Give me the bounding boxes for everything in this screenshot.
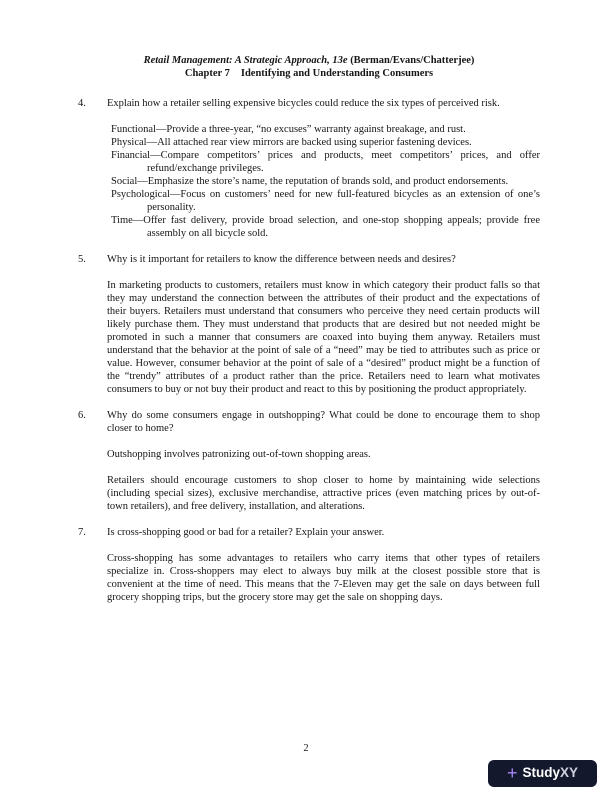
answer-item-physical: Physical—All attached rear view mirrors are backed using superior fastening devices. bbox=[111, 137, 472, 148]
book-title: Retail Management: A Strategic Approach, 13e bbox=[143, 55, 348, 66]
question-row bbox=[78, 526, 540, 539]
brand-name-primary: Study bbox=[522, 765, 560, 780]
chapter-heading bbox=[78, 67, 540, 80]
question-text: Why is it important for retailers to know the difference between needs and desires? bbox=[107, 254, 456, 265]
answer-item-financial: Financial—Compare competitors’ prices and products, meet competitors’ prices, and offer refund/exchange privileges. bbox=[111, 150, 540, 174]
document-header bbox=[78, 54, 540, 80]
answer-paragraph: Retailers should encourage customers to shop closer to home by maintaining wide selections (including special sizes), exclusive merchandise, attractive prices (even matching prices by out-of-town retailers), and free delivery, installation, and alterations. bbox=[107, 475, 540, 512]
answer-paragraph: Outshopping involves patronizing out-of-town shopping areas. bbox=[107, 449, 371, 460]
question-block-4 bbox=[78, 97, 540, 240]
page-number: 2 bbox=[303, 743, 309, 754]
chapter-title: Identifying and Understanding Consumers bbox=[240, 68, 434, 79]
studyxy-badge[interactable] bbox=[488, 760, 597, 787]
question-number: 7. bbox=[78, 527, 86, 538]
question-number: 5. bbox=[78, 254, 86, 265]
answer-item-psychological: Psychological—Focus on customers’ need for new full-featured bicycles as an extension of one’s personality. bbox=[111, 189, 540, 213]
chapter-number: Chapter 7 bbox=[184, 68, 230, 79]
plus-icon: + bbox=[506, 762, 518, 783]
question-text: Is cross-shopping good or bad for a retailer? Explain your answer. bbox=[107, 527, 385, 538]
answer-item-time: Time—Offer fast delivery, provide broad selection, and one-stop shopping appeals; provide free assembly on all bicycle sold. bbox=[111, 215, 540, 239]
answer-item-functional: Functional—Provide a three-year, “no excuses” warranty against breakage, and rust. bbox=[111, 124, 466, 135]
answer-paragraph: Cross-shopping has some advantages to retailers who carry items that other types of retailers specialize in. Cross-shoppers may elect to always buy milk at the closest possible store that is convenient at the time of need. This means that the 7-Eleven may get the sale on days between full grocery shopping trips, but the grocery store may get the sale on shopping days. bbox=[107, 553, 540, 603]
question-number: 6. bbox=[78, 410, 86, 421]
question-row bbox=[78, 253, 540, 266]
question-row bbox=[78, 97, 540, 110]
authors: (Berman/Evans/Chatterjee) bbox=[347, 55, 475, 66]
question-block-6 bbox=[78, 409, 540, 513]
question-row bbox=[78, 409, 540, 435]
question-text: Why do some consumers engage in outshopping? What could be done to encourage them to shop closer to home? bbox=[107, 410, 540, 434]
question-block-5 bbox=[78, 253, 540, 396]
answer-item-social: Social—Emphasize the store’s name, the reputation of brands sold, and product endorsements. bbox=[111, 176, 509, 187]
answer-paragraph: In marketing products to customers, retailers must know in which category their product falls so that they may understand the connection between the attributes of their product and the expectations of their buyers. Retailers must understand that consumers who perceive they need certain products will likely purchase them. They must understand that products that are desired but not needed might be promoted in such a manner that consumers are coaxed into buying them anyway. Retailers must understand that the behavior at the point of sale of a “need” may be tied to attributes such as price or value. However, consumer behavior at the point of sale of a “desired” product might be a function of the “trendy” attributes of a product rather than the price. Retailers need to learn what motivates consumers to buy or not buy their product and react to this by positioning the product appropriately. bbox=[107, 280, 540, 395]
brand-wordmark bbox=[522, 766, 578, 781]
question-number: 4. bbox=[78, 98, 86, 109]
answer-list bbox=[111, 123, 540, 240]
brand-name-secondary: XY bbox=[560, 765, 579, 780]
question-block-7 bbox=[78, 526, 540, 604]
question-text: Explain how a retailer selling expensive bicycles could reduce the six types of perceived risk. bbox=[107, 98, 500, 109]
document-title bbox=[78, 54, 540, 67]
